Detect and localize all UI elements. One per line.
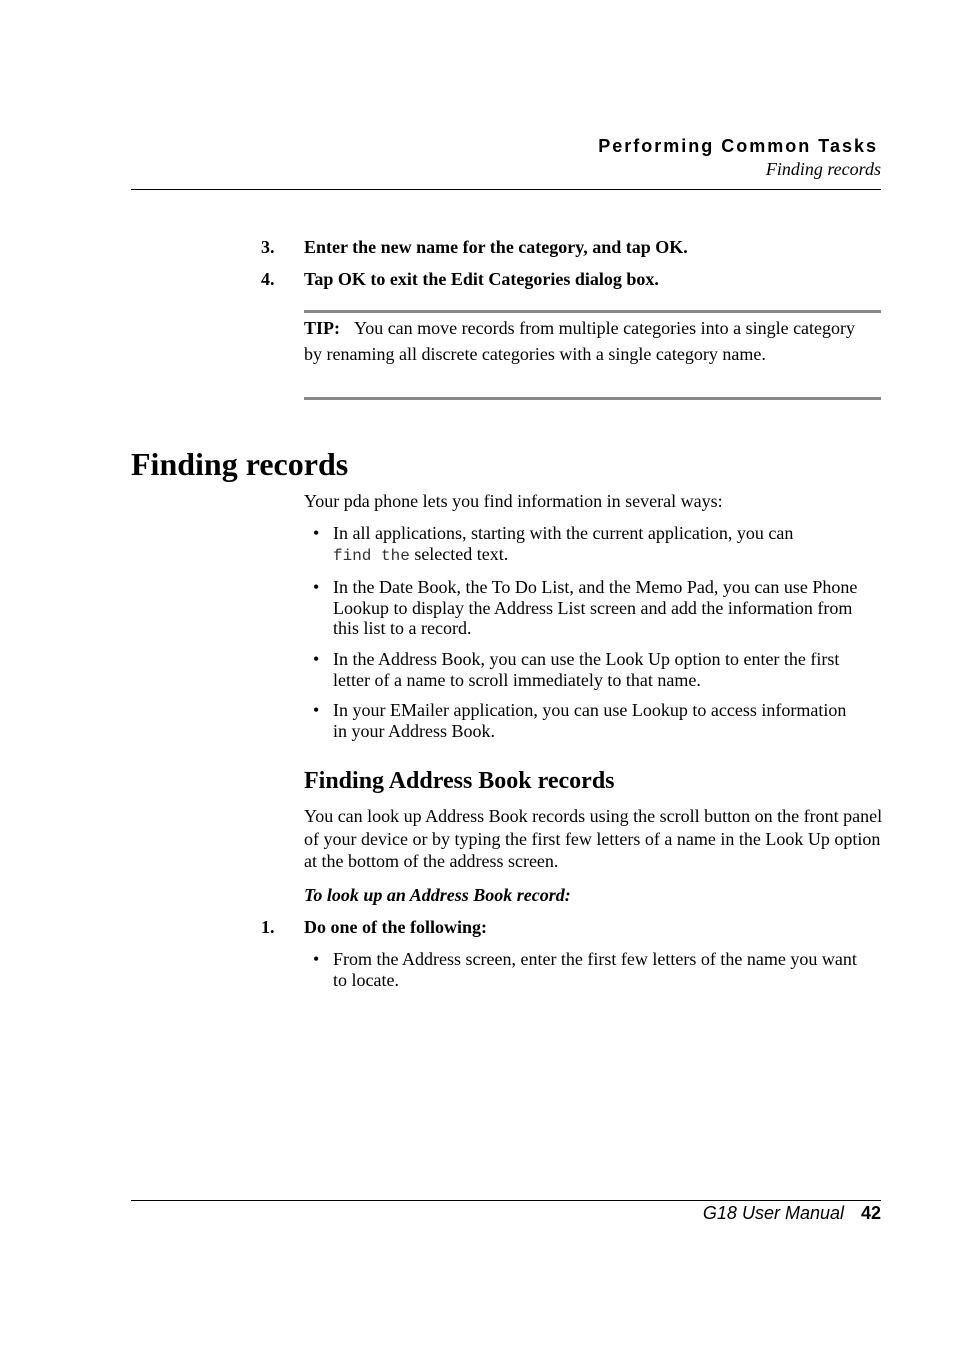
tip-bottom-rule [304, 397, 881, 400]
running-header-subtitle: Finding records [765, 159, 881, 179]
step-text: Do one of the following: [304, 917, 487, 937]
footer-manual-title: G18 User Manual [702, 1203, 844, 1223]
step-text: Tap OK to exit the Edit Categories dialog box. [304, 269, 659, 289]
page-number: 42 [860, 1203, 881, 1223]
header-rule [131, 189, 881, 190]
bullet-marker: • [313, 649, 320, 669]
bullet-text: In your EMailer application, you can use Lookup to access information in your Address Book. [333, 700, 847, 741]
bullet-text [333, 523, 863, 566]
bullet-text: In the Date Book, the To Do List, and the Memo Pad, you can use Phone Lookup to display the Address List screen and add the information from this list to a record. [333, 577, 858, 639]
step-number: 3. [261, 237, 275, 257]
tip-top-rule [304, 310, 881, 313]
bullet-text: In the Address Book, you can use the Look Up option to enter the first letter of a name to scroll immediately to that name. [333, 649, 840, 690]
step-number: 4. [261, 269, 275, 289]
step-text: Enter the new name for the category, and tap OK. [304, 237, 688, 257]
subsection-heading: Finding Address Book records [304, 768, 615, 794]
section-heading: Finding records [131, 446, 349, 482]
subsection-paragraph: You can look up Address Book records using the scroll button on the front panel of your device or by typing the first few letters of a name in the Look Up option at the bottom of the address screen. [304, 806, 883, 871]
bullet-text: From the Address screen, enter the first few letters of the name you want to locate. [333, 949, 857, 990]
step-number: 1. [261, 917, 275, 937]
bullet-text-part: In all applications, starting with the current application, you can [333, 523, 794, 543]
tip-text: You can move records from multiple categories into a single category by renaming all discrete categories with a single category name. [304, 318, 856, 364]
bullet-marker: • [313, 577, 320, 597]
footer-rule [131, 1200, 881, 1201]
procedure-title: To look up an Address Book record: [304, 885, 571, 905]
code-snippet: find the [333, 546, 410, 565]
section-intro: Your pda phone lets you find information in several ways: [304, 491, 723, 511]
bullet-marker: • [313, 949, 320, 969]
bullet-text-part: selected text. [414, 543, 509, 564]
bullet-marker: • [313, 523, 320, 543]
running-header-title: Performing Common Tasks [598, 136, 878, 156]
tip-box [304, 316, 864, 367]
tip-label: TIP: [304, 318, 340, 338]
bullet-marker: • [313, 700, 320, 720]
